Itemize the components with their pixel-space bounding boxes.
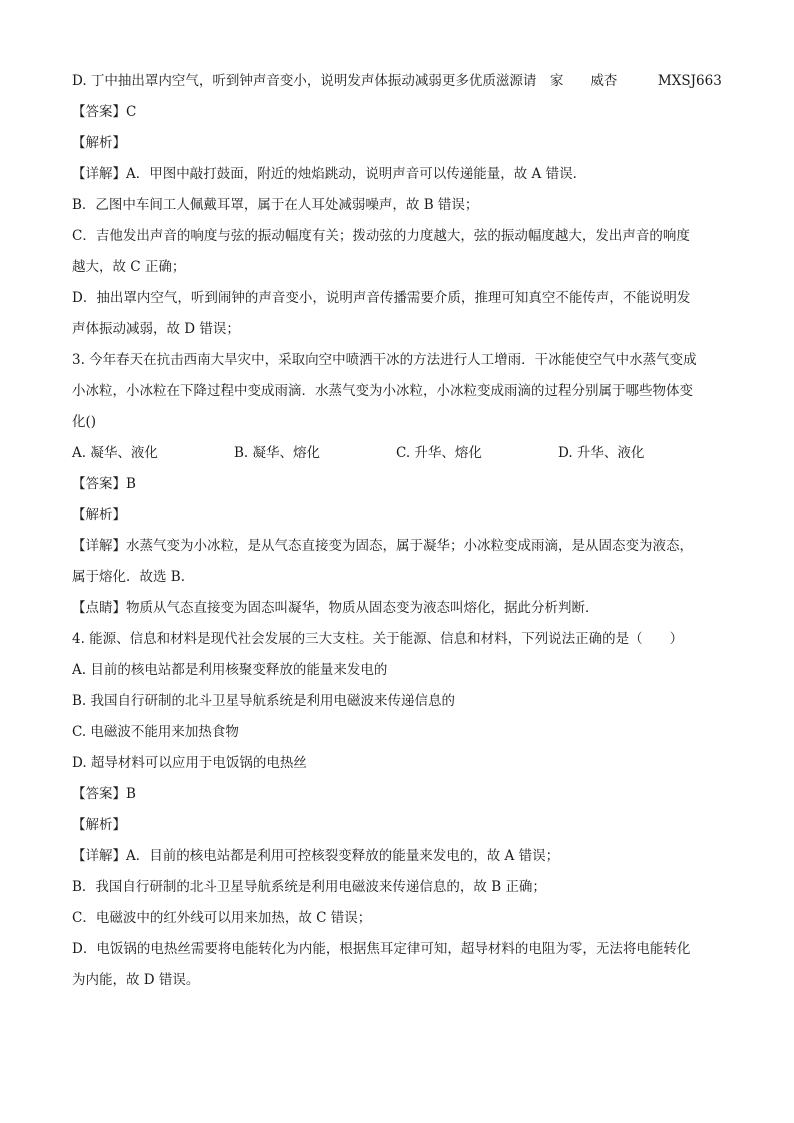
analysis-label: 【解析】 <box>72 817 126 833</box>
analysis-label: 【解析】 <box>72 135 126 151</box>
answer-label: 【答案】C <box>72 104 137 120</box>
detail-line: 越大，故 C 正确； <box>72 259 186 275</box>
question-3-line: 化() <box>72 414 97 430</box>
question-4-option-d: D. 超导材料可以应用于电饭锅的电热丝 <box>72 755 307 771</box>
option-d-prev: D. 丁中抽出罩内空气，听到钟声音变小，说明发声体振动减弱更多优质滋源请 家 威杏 MXSJ663 <box>72 73 722 89</box>
option-d: D. 升华、液化 <box>558 445 645 461</box>
document-page <box>72 66 732 996</box>
detail-line: 属于熔化．故选 B. <box>72 569 186 585</box>
detail-line: C．电磁波中的红外线可以用来加热，故 C 错误； <box>72 910 372 926</box>
question-3-line: 小冰粒，小冰粒在下降过程中变成雨滴．水蒸气变为小冰粒，小冰粒变成雨滴的过程分别属于哪些物体变 <box>72 383 693 399</box>
detail-line: C．吉他发出声音的响度与弦的振动幅度有关；拨动弦的力度越大，弦的振动幅度越大，发出声音的响度 <box>72 228 690 244</box>
question-3-options <box>72 438 732 469</box>
question-4-option-a: A. 目前的核电站都是利用核聚变释放的能量来发电的 <box>72 662 388 678</box>
detail-line: D．抽出罩内空气，听到闹钟的声音变小，说明声音传播需要介质，推理可知真空不能传声，不能说明发 <box>72 290 691 306</box>
question-4-option-b: B. 我国自行研制的北斗卫星导航系统是利用电磁波来传递信息的 <box>72 693 456 709</box>
detail-line: 【详解】A．甲图中敲打鼓面，附近的烛焰跳动，说明声音可以传递能量，故 A 错误． <box>72 166 587 182</box>
detail-line: B．我国自行研制的北斗卫星导航系统是利用电磁波来传递信息的，故 B 正确； <box>72 879 546 895</box>
detail-line: B．乙图中车间工人佩戴耳罩，属于在人耳处减弱噪声，故 B 错误； <box>72 197 479 213</box>
option-b: B. 凝华、熔化 <box>234 445 321 461</box>
answer-label: 【答案】B <box>72 786 136 802</box>
analysis-label: 【解析】 <box>72 507 126 523</box>
detail-line: 【详解】A．目前的核电站都是利用可控核裂变释放的能量来发电的，故 A 错误； <box>72 848 560 864</box>
detail-line: D．电饭锅的电热丝需要将电能转化为内能，根据焦耳定律可知，超导材料的电阻为零，无法将电能转化 <box>72 941 691 957</box>
option-a: A. 凝华、液化 <box>72 445 158 461</box>
answer-label: 【答案】B <box>72 476 136 492</box>
tip-line: 【点睛】物质从气态直接变为固态叫凝华，物质从固态变为液态叫熔化，据此分析判断． <box>72 600 599 616</box>
question-4-option-c: C. 电磁波不能用来加热食物 <box>72 724 239 740</box>
detail-line: 为内能，故 D 错误。 <box>72 972 200 988</box>
question-4-line: 4. 能源、信息和材料是现代社会发展的三大支柱。关于能源、信息和材料，下列说法正确的是（ ） <box>72 631 684 647</box>
option-c: C. 升华、熔化 <box>396 445 482 461</box>
question-3-line: 3. 今年春天在抗击西南大旱灾中，采取向空中喷洒干冰的方法进行人工增雨．干冰能使空气中水蒸气变成 <box>72 352 697 368</box>
detail-line: 【详解】水蒸气变为小冰粒，是从气态直接变为固态，属于凝华；小冰粒变成雨滴，是从固态变为液态， <box>72 538 693 554</box>
detail-line: 声体振动减弱，故 D 错误； <box>72 321 240 337</box>
